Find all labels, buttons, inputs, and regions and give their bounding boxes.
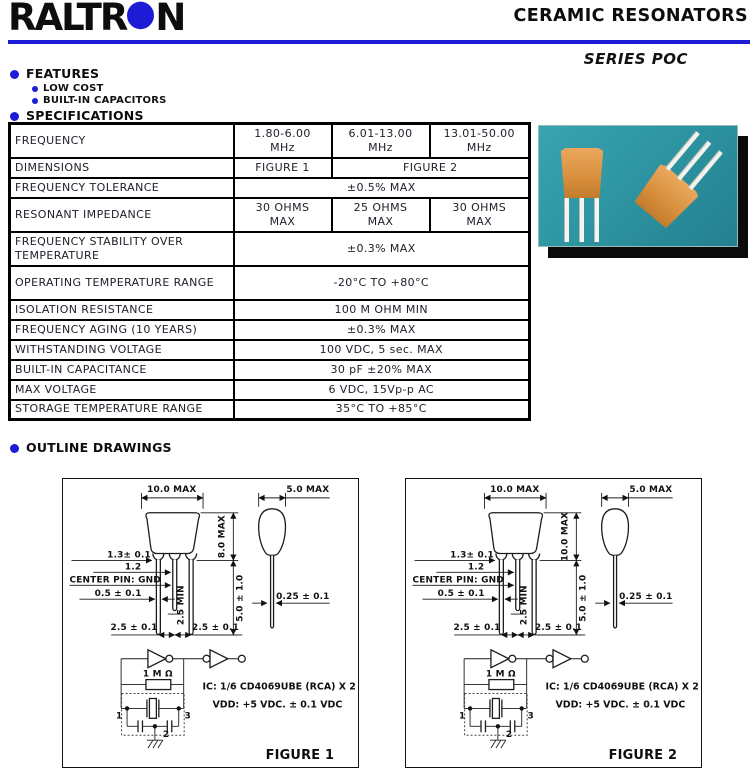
cell: 100 VDC, 5 sec. MAX (234, 340, 530, 360)
svg-text:VDD: +5 VDC. ± 0.1 VDC: VDD: +5 VDC. ± 0.1 VDC (555, 699, 686, 711)
row-label: FREQUENCY TOLERANCE (10, 178, 234, 198)
svg-text:IC: 1/6 CD4069UBE (RCA) X 2: IC: 1/6 CD4069UBE (RCA) X 2 (545, 681, 699, 693)
row-label: OPERATING TEMPERATURE RANGE (10, 266, 234, 300)
table-row (10, 198, 530, 232)
svg-text:2.5 MIN: 2.5 MIN (519, 585, 530, 626)
svg-text:0.25 ± 0.1: 0.25 ± 0.1 (276, 592, 330, 603)
table-row (10, 158, 530, 178)
raltron-logo (8, 0, 184, 40)
logo-text-right: N (155, 0, 185, 40)
svg-text:0.5 ± 0.1: 0.5 ± 0.1 (437, 589, 485, 600)
table-row (10, 266, 530, 300)
features-heading: FEATURES (26, 66, 100, 81)
svg-text:IC: 1/6 CD4069UBE (RCA) X 2: IC: 1/6 CD4069UBE (RCA) X 2 (202, 681, 356, 693)
svg-text:CENTER PIN: GND: CENTER PIN: GND (69, 575, 161, 586)
cell: ±0.5% MAX (234, 178, 530, 198)
row-label: BUILT-IN CAPACITANCE (10, 360, 234, 380)
svg-text:1.2: 1.2 (467, 562, 485, 573)
series-label: SERIES POC (583, 50, 688, 68)
svg-text:VDD: +5 VDC. ± 0.1 VDC: VDD: +5 VDC. ± 0.1 VDC (212, 699, 343, 711)
table-row (10, 178, 530, 198)
row-label: FREQUENCY STABILITY OVER TEMPERATURE (10, 232, 234, 266)
cell: 6.01-13.00 MHz (332, 124, 430, 158)
svg-text:10.0 MAX: 10.0 MAX (490, 484, 540, 495)
cell: 13.01-50.00 MHz (430, 124, 530, 158)
table-row (10, 320, 530, 340)
svg-text:2.5 ± 0.1: 2.5 ± 0.1 (534, 622, 583, 633)
cell: 25 OHMS MAX (332, 198, 430, 232)
cell: 30 OHMS MAX (430, 198, 530, 232)
row-label: FREQUENCY (10, 124, 234, 158)
svg-text:0.5 ± 0.1: 0.5 ± 0.1 (94, 589, 142, 600)
resonator-tilted (594, 125, 738, 247)
cell: 30 pF ±20% MAX (234, 360, 530, 380)
table-row (10, 360, 530, 380)
row-label: DIMENSIONS (10, 158, 234, 178)
svg-text:2: 2 (505, 730, 513, 741)
svg-text:FIGURE 2: FIGURE 2 (608, 748, 678, 764)
svg-text:1 M Ω: 1 M Ω (142, 669, 173, 680)
table-row (10, 300, 530, 320)
svg-text:2.5 ± 0.1: 2.5 ± 0.1 (191, 622, 240, 633)
svg-text:5.0 MAX: 5.0 MAX (629, 484, 673, 495)
page-title: CERAMIC RESONATORS (513, 6, 748, 26)
figure-2 (405, 478, 702, 768)
bullet-icon (10, 444, 19, 453)
svg-text:1.3± 0.1: 1.3± 0.1 (107, 550, 151, 561)
cell: FIGURE 2 (332, 158, 530, 178)
svg-text:0.25 ± 0.1: 0.25 ± 0.1 (619, 592, 673, 603)
svg-text:10.0 MAX: 10.0 MAX (147, 484, 197, 495)
svg-text:10.0 MAX: 10.0 MAX (560, 511, 571, 562)
svg-text:5.0 ± 1.0: 5.0 ± 1.0 (235, 574, 246, 622)
cell: 30 OHMS MAX (234, 198, 332, 232)
table-row (10, 124, 530, 158)
svg-text:2: 2 (162, 730, 170, 741)
svg-text:1.3± 0.1: 1.3± 0.1 (450, 550, 494, 561)
svg-text:5.0 MAX: 5.0 MAX (286, 484, 330, 495)
figure-1-drawing (63, 479, 358, 767)
svg-text:1.2: 1.2 (124, 562, 142, 573)
svg-text:3: 3 (527, 711, 534, 722)
photo-image (538, 125, 738, 247)
cell: 100 M OHM MIN (234, 300, 530, 320)
cell: 6 VDC, 15Vp-p AC (234, 380, 530, 400)
bullet-icon (32, 98, 38, 104)
cell: FIGURE 1 (234, 158, 332, 178)
header-rule (8, 40, 750, 44)
feature-item: LOW COST (43, 83, 104, 94)
specifications-heading: SPECIFICATIONS (26, 108, 144, 123)
row-label: RESONANT IMPEDANCE (10, 198, 234, 232)
svg-text:5.0 ± 1.0: 5.0 ± 1.0 (578, 574, 589, 622)
row-label: WITHSTANDING VOLTAGE (10, 340, 234, 360)
table-row (10, 340, 530, 360)
cell: -20°C TO +80°C (234, 266, 530, 300)
svg-text:1 M Ω: 1 M Ω (485, 669, 516, 680)
row-label: ISOLATION RESISTANCE (10, 300, 234, 320)
bullet-icon (10, 70, 19, 79)
svg-text:1: 1 (459, 711, 466, 722)
table-row (10, 380, 530, 400)
logo-o-dot-icon (127, 2, 154, 30)
svg-text:CENTER PIN: GND: CENTER PIN: GND (412, 575, 504, 586)
outline-heading: OUTLINE DRAWINGS (26, 440, 172, 455)
row-label: STORAGE TEMPERATURE RANGE (10, 400, 234, 420)
logo-text-left: RALTR (8, 0, 127, 40)
svg-text:2.5 ± 0.1: 2.5 ± 0.1 (110, 622, 158, 633)
figure-1 (62, 478, 359, 768)
cell: 35°C TO +85°C (234, 400, 530, 420)
table-row (10, 400, 530, 420)
figure-2-drawing (406, 479, 701, 767)
svg-text:FIGURE 1: FIGURE 1 (265, 748, 335, 764)
cell: ±0.3% MAX (234, 320, 530, 340)
svg-text:1: 1 (116, 711, 123, 722)
table-row (10, 232, 530, 266)
row-label: MAX VOLTAGE (10, 380, 234, 400)
svg-text:2.5 MIN: 2.5 MIN (176, 585, 187, 626)
svg-text:8.0 MAX: 8.0 MAX (217, 515, 228, 559)
cell: ±0.3% MAX (234, 232, 530, 266)
svg-text:3: 3 (184, 711, 191, 722)
svg-text:2.5 ± 0.1: 2.5 ± 0.1 (453, 622, 501, 633)
feature-item: BUILT-IN CAPACITORS (43, 95, 167, 106)
specifications-table (8, 122, 531, 421)
bullet-icon (10, 112, 19, 121)
bullet-icon (32, 86, 38, 92)
product-photo (538, 122, 750, 260)
cell: 1.80-6.00 MHz (234, 124, 332, 158)
row-label: FREQUENCY AGING (10 YEARS) (10, 320, 234, 340)
